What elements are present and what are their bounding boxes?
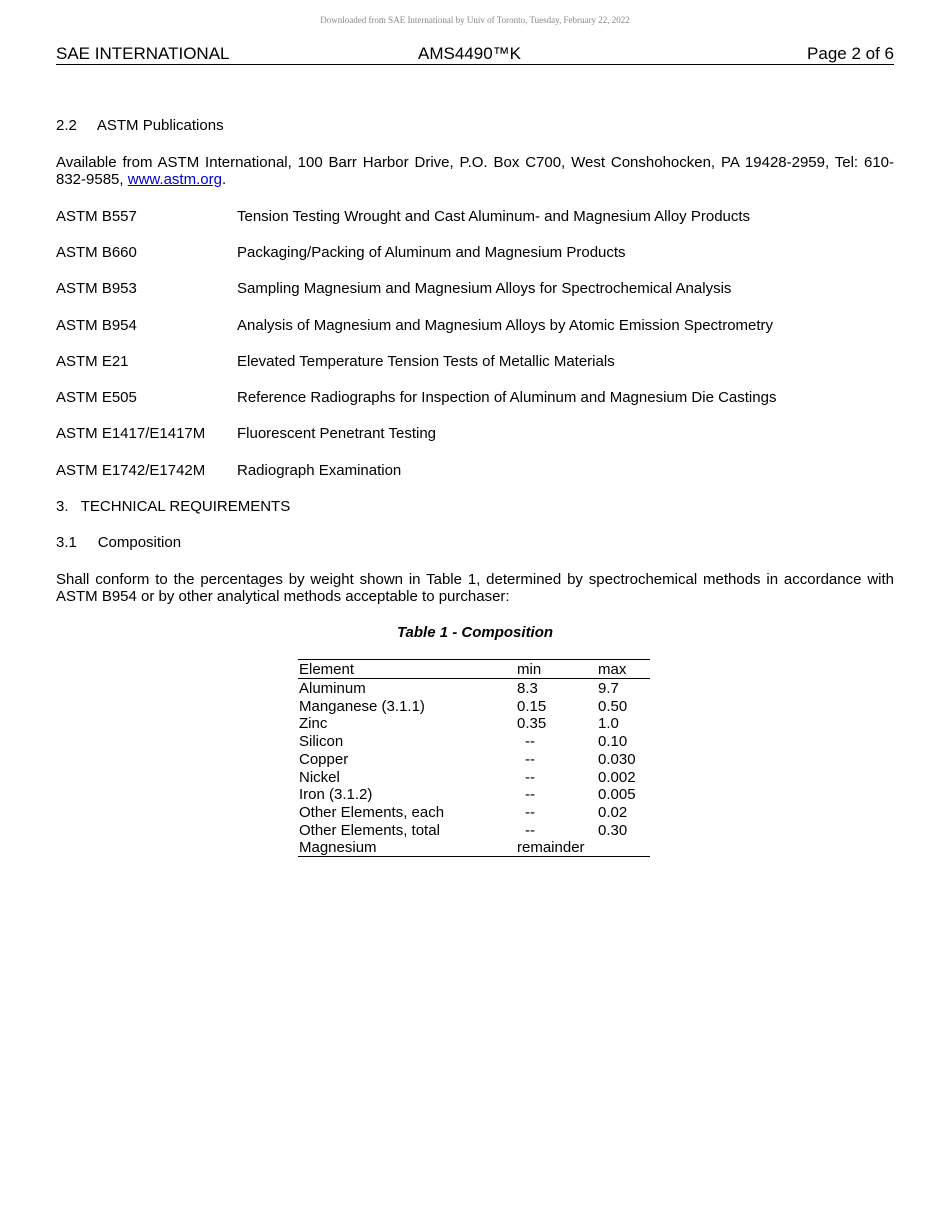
min-cell: 8.3	[517, 680, 538, 697]
availability-trailing: .	[221, 171, 227, 188]
table-header-row	[298, 661, 650, 679]
reference-code: ASTM B954	[56, 317, 137, 334]
max-cell: 0.02	[598, 803, 628, 821]
min-cell: --	[525, 750, 535, 768]
reference-code: ASTM B557	[56, 208, 137, 225]
max-cell: 0.005	[598, 786, 636, 804]
min-cell: --	[525, 786, 535, 804]
reference-title: Tension Testing Wrought and Cast Aluminum- and Magnesium Alloy Products	[237, 208, 751, 225]
table-row	[298, 804, 650, 822]
reference-code: ASTM E1742/E1742M	[56, 462, 206, 479]
table-row	[298, 769, 650, 787]
reference-title: Sampling Magnesium and Magnesium Alloys for Spectrochemical Analysis	[237, 280, 732, 297]
element-cell: Nickel	[299, 768, 340, 786]
max-cell: 0.002	[598, 768, 636, 786]
element-cell: Other Elements, total	[299, 821, 440, 839]
element-cell: Aluminum	[299, 680, 366, 697]
availability-text: Available from ASTM International, 100 Barr Harbor Drive, P.O. Box C700, West Conshohocken, PA 19428-2959, Tel: 610-832-9585,	[56, 154, 894, 188]
reference-title: Radiograph Examination	[237, 462, 402, 479]
reference-row	[56, 462, 894, 480]
reference-code: ASTM E505	[56, 389, 137, 406]
table-row	[298, 715, 650, 733]
element-cell: Magnesium	[299, 839, 377, 857]
min-cell: 0.35	[517, 715, 547, 733]
table-row	[298, 698, 650, 716]
table-bottom-rule	[298, 856, 650, 857]
column-header-max: max	[598, 661, 627, 678]
column-header-min: min	[517, 661, 542, 678]
element-cell: Other Elements, each	[299, 803, 445, 821]
section-3-heading: 3. TECHNICAL REQUIREMENTS	[56, 498, 291, 515]
max-cell: 9.7	[598, 680, 619, 697]
min-cell: --	[525, 768, 535, 786]
header-doc-number: AMS4490™K	[418, 44, 521, 63]
element-cell: Silicon	[299, 733, 344, 751]
table-row	[298, 786, 650, 804]
section-3-1-heading: 3.1 Composition	[56, 534, 182, 551]
reference-row	[56, 208, 894, 226]
download-watermark: Downloaded from SAE International by Univ of Toronto, Tuesday, February 22, 2022	[320, 15, 630, 25]
header-publisher: SAE INTERNATIONAL	[56, 44, 230, 63]
section-2-2-heading: 2.2 ASTM Publications	[56, 117, 224, 134]
reference-title: Elevated Temperature Tension Tests of Metallic Materials	[237, 353, 615, 370]
reference-row	[56, 280, 894, 298]
max-cell: 0.030	[598, 750, 636, 768]
reference-row	[56, 425, 894, 443]
reference-row	[56, 244, 894, 262]
page-header	[56, 44, 894, 65]
composition-paragraph: Shall conform to the percentages by weight shown in Table 1, determined by spectrochemical methods in accordance with ASTM B954 or by other analytical methods acceptable to purchaser:	[56, 571, 894, 605]
column-header-element: Element	[299, 661, 355, 678]
table-row	[298, 822, 650, 840]
element-cell: Iron (3.1.2)	[299, 786, 373, 804]
max-cell: 1.0	[598, 715, 619, 733]
header-page-number: Page 2 of 6	[807, 44, 894, 63]
reference-row	[56, 353, 894, 371]
table-row	[298, 733, 650, 751]
reference-title: Reference Radiographs for Inspection of Aluminum and Magnesium Die Castings	[237, 389, 777, 406]
max-cell: 0.10	[598, 733, 628, 751]
reference-code: ASTM E21	[56, 353, 129, 370]
reference-row	[56, 389, 894, 407]
max-cell: 0.50	[598, 697, 628, 715]
reference-row	[56, 317, 894, 335]
table-caption: Table 1 - Composition	[396, 624, 554, 641]
reference-code: ASTM B660	[56, 244, 137, 261]
table-row	[298, 839, 650, 857]
min-cell: 0.15	[517, 697, 547, 715]
table-row	[298, 680, 650, 698]
reference-title: Analysis of Magnesium and Magnesium Alloys by Atomic Emission Spectrometry	[237, 317, 774, 334]
reference-code: ASTM E1417/E1417M	[56, 425, 206, 442]
reference-title: Fluorescent Penetrant Testing	[237, 425, 437, 442]
astm-website-link[interactable]: www.astm.org	[127, 171, 222, 188]
max-cell: 0.30	[598, 821, 628, 839]
table-top-rule	[298, 659, 650, 660]
table-header-rule	[298, 678, 650, 679]
element-cell: Zinc	[299, 715, 328, 733]
min-cell: --	[525, 821, 535, 839]
min-cell: remainder	[517, 839, 585, 857]
min-cell: --	[525, 803, 535, 821]
element-cell: Copper	[299, 750, 349, 768]
reference-code: ASTM B953	[56, 280, 137, 297]
min-cell: --	[525, 733, 535, 751]
reference-title: Packaging/Packing of Aluminum and Magnesium Products	[237, 244, 626, 261]
table-row	[298, 751, 650, 769]
element-cell: Manganese (3.1.1)	[299, 697, 425, 715]
astm-availability-paragraph	[56, 154, 894, 188]
